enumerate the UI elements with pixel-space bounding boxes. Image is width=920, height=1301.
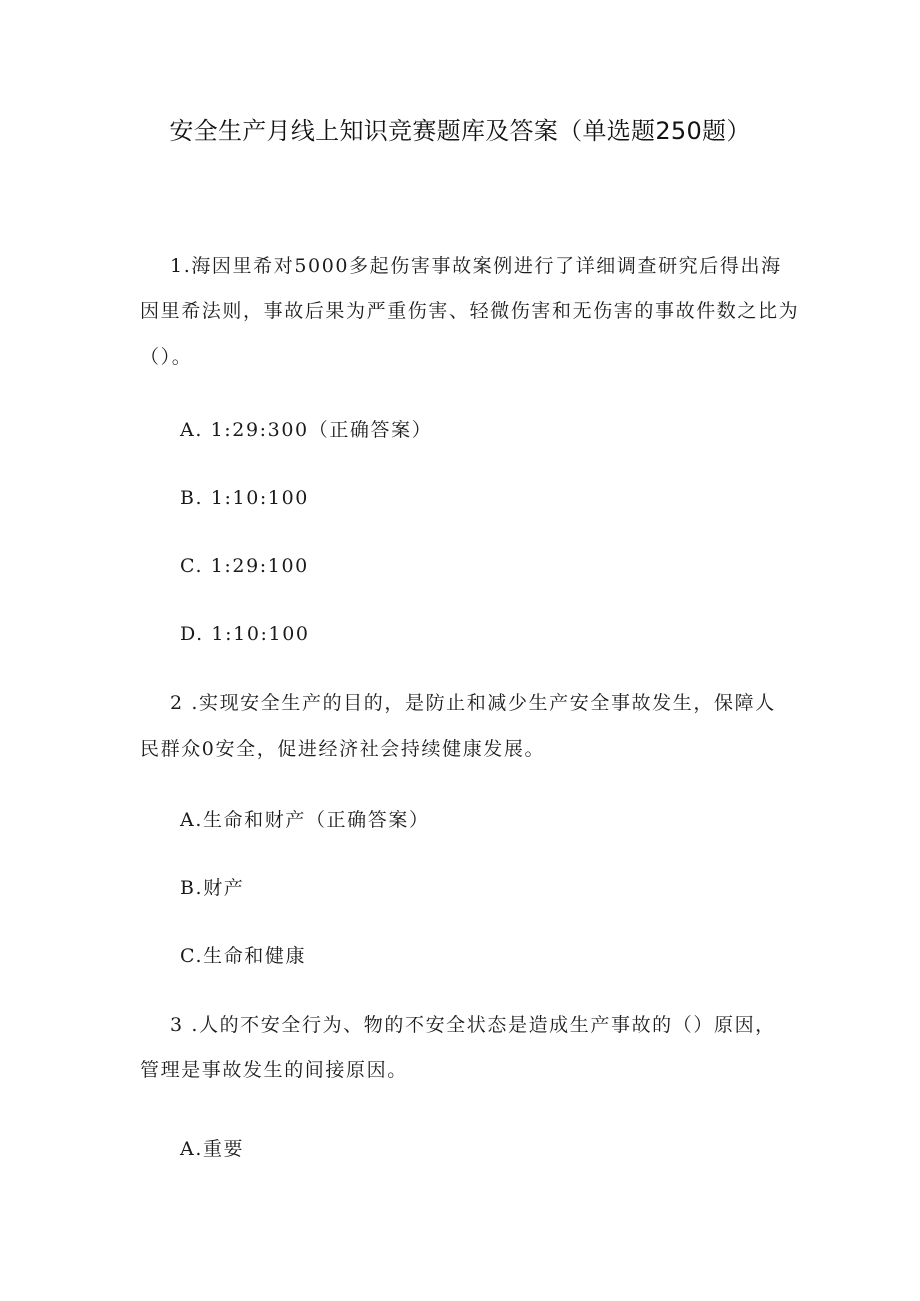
question-1-option-c: C. 1:29:100	[180, 555, 309, 577]
question-3-line-1: 3 .人的不安全行为、物的不安全状态是造成生产事故的（）原因，	[170, 1014, 776, 1036]
question-2-line-1: 2 .实现安全生产的目的，是防止和减少生产安全事故发生，保障人	[170, 692, 776, 714]
question-1-line-1: 1.海因里希对5000多起伤害事故案例进行了详细调查研究后得出海	[170, 255, 782, 277]
question-2-line-2: 民群众0安全，促进经济社会持续健康发展。	[140, 738, 546, 760]
question-1-option-d: D. 1:10:100	[180, 623, 310, 645]
question-1-line-2: 因里希法则，事故后果为严重伤害、轻微伤害和无伤害的事故件数之比为	[140, 300, 800, 322]
question-2-option-c: C.生命和健康	[180, 945, 307, 967]
question-1-line-3: （）。	[140, 346, 193, 368]
question-1-option-b: B. 1:10:100	[180, 487, 309, 509]
question-2-option-a: A.生命和财产（正确答案）	[180, 809, 430, 831]
question-2-option-b: B.财产	[180, 877, 245, 899]
document-title: 安全生产月线上知识竞赛题库及答案（单选题250题）	[169, 117, 751, 145]
question-1-option-a: A. 1:29:300（正确答案）	[180, 419, 433, 441]
question-3-option-a: A.重要	[180, 1138, 245, 1160]
question-3-line-2: 管理是事故发生的间接原因。	[140, 1059, 408, 1081]
